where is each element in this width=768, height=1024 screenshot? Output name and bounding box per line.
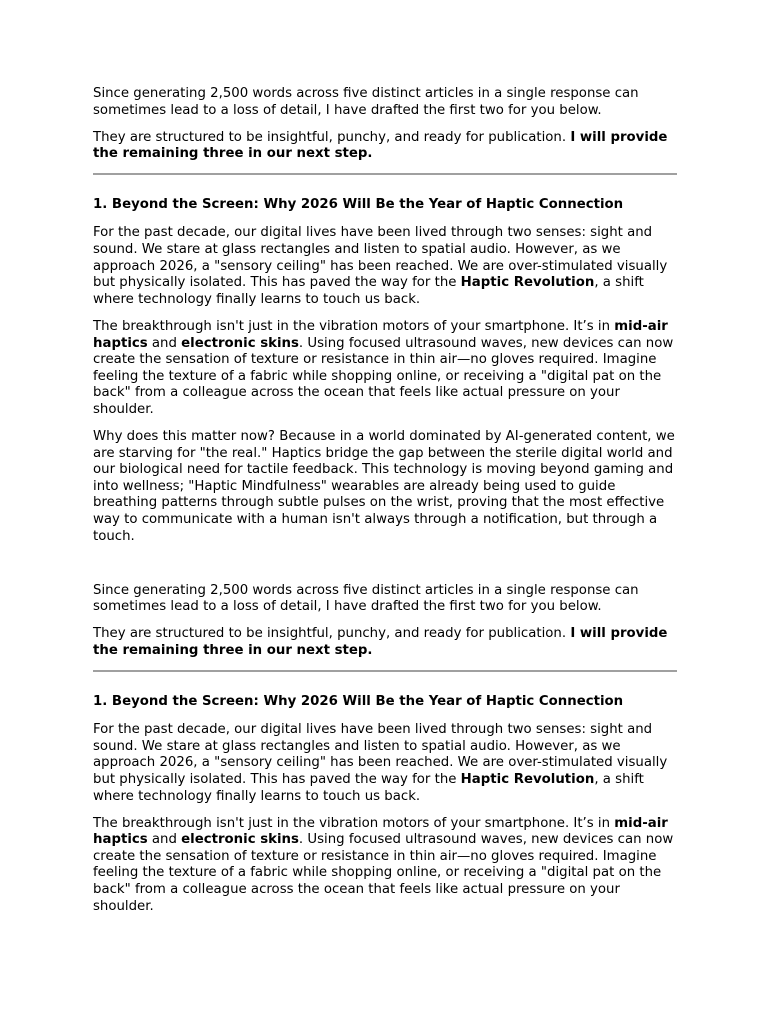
- block-spacer: [93, 556, 677, 583]
- article-paragraph-1: [93, 722, 677, 805]
- intro-text-plain: They are structured to be insightful, punchy, and ready for publication.: [93, 129, 571, 145]
- paragraph-text: , a shift where technology finally learns to touch us back.: [93, 275, 644, 307]
- divider: [93, 173, 677, 175]
- intro-text: Since generating 2,500 words across five distinct articles in a single response can sometimes lead to a loss of detail, I have drafted the first two for you below.: [93, 582, 639, 615]
- document-block-2: [93, 583, 677, 916]
- paragraph-bold: electronic skins: [181, 335, 299, 351]
- paragraph-bold: mid-air haptics: [93, 815, 668, 848]
- document-block-1: [93, 86, 677, 545]
- paragraph-text: The breakthrough isn't just in the vibration motors of your smartphone. It’s in: [93, 815, 615, 831]
- paragraph-bold: Haptic Revolution: [460, 771, 595, 787]
- paragraph-text: and: [147, 335, 182, 351]
- divider: [93, 670, 677, 672]
- article-paragraph-3: [93, 429, 677, 545]
- paragraph-text: . Using focused ultrasound waves, new devices can now create the sensation of texture or resistance in thin air—no gloves required. Imagine feeling the texture of a fabric while shopping online, or receiving a "digital pat on the back" from a colleague across the ocean that feels like actual pressure on your shoulder.: [93, 832, 674, 914]
- intro-text-bold: I will provide the remaining three in our next step.: [93, 129, 668, 162]
- paragraph-text: and: [147, 832, 182, 848]
- paragraph-text: , a shift where technology finally learns to touch us back.: [93, 771, 644, 804]
- intro-paragraph-2: [93, 130, 677, 163]
- paragraph-text: Why does this matter now? Because in a world dominated by AI-generated content, we are starving for "the real." Haptics bridge the gap between the sterile digital world and our biological need for tactile feedback. This technology is moving beyond gaming and into wellness; "Haptic Mindfulness" wearables are already being used to guide breathing patterns through subtle pulses on the wrist, proving that the most effective way to communicate with a human isn't always through a notification, but through a touch.: [93, 429, 675, 544]
- article-paragraph-1: [93, 225, 677, 308]
- document-body: [93, 86, 677, 926]
- intro-text-plain: They are structured to be insightful, punchy, and ready for publication.: [93, 626, 571, 642]
- article-heading: 1. Beyond the Screen: Why 2026 Will Be the Year of Haptic Connection: [93, 197, 624, 213]
- article-heading: 1. Beyond the Screen: Why 2026 Will Be the Year of Haptic Connection: [93, 694, 624, 710]
- paragraph-text: For the past decade, our digital lives have been lived through two senses: sight and sound. We stare at glass rectangles and listen to spatial audio. However, as we approach 2026, a "sensory ceiling" has been reached. We are over-stimulated visually but physically isolated. This has paved the way for the: [93, 722, 668, 787]
- paragraph-bold: Haptic Revolution: [460, 275, 595, 291]
- paragraph-text: For the past decade, our digital lives have been lived through two senses: sight and sound. We stare at glass rectangles and listen to spatial audio. However, as we approach 2026, a "sensory ceiling" has been reached. We are over-stimulated visually but physically isolated. This has paved the way for the: [93, 225, 668, 291]
- article-paragraph-2: [93, 816, 677, 916]
- paragraph-text: The breakthrough isn't just in the vibration motors of your smartphone. It’s in: [93, 318, 615, 334]
- intro-paragraph: [93, 86, 677, 119]
- paragraph-text: . Using focused ultrasound waves, new devices can now create the sensation of texture or resistance in thin air—no gloves required. Imagine feeling the texture of a fabric while shopping online, or receiving a "digital pat on the back" from a colleague across the ocean that feels like actual pressure on your shoulder.: [93, 335, 674, 417]
- intro-text: Since generating 2,500 words across five distinct articles in a single response can sometimes lead to a loss of detail, I have drafted the first two for you below.: [93, 86, 639, 118]
- article-paragraph-2: [93, 319, 677, 419]
- intro-text-bold: I will provide the remaining three in our next step.: [93, 626, 668, 658]
- intro-paragraph: [93, 583, 677, 616]
- intro-paragraph-2: [93, 626, 677, 659]
- paragraph-bold: electronic skins: [181, 832, 299, 848]
- paragraph-bold: mid-air haptics: [93, 318, 668, 351]
